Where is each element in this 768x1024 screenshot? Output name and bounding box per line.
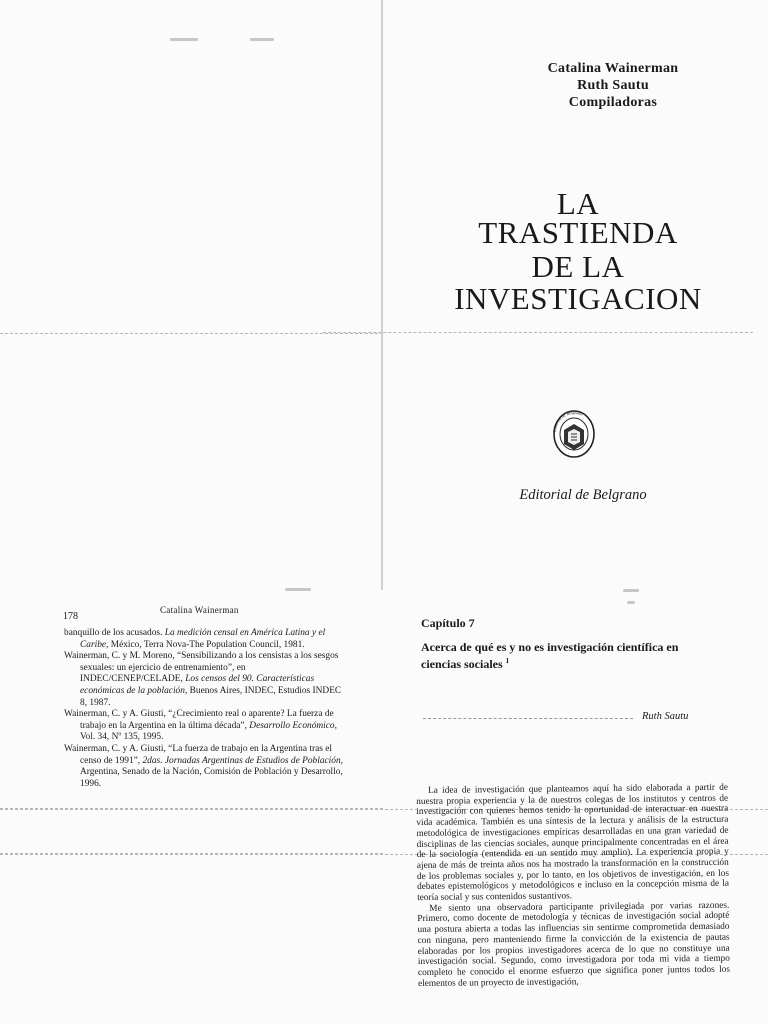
paragraph: Me siento una observadora participante privilegiada por varias razones. Primero, como docente de metodología y técnicas de investigación social adopté una postura abierta a todas las influencias sin sentirme comprometida demasiado con ninguna, pero manteniendo firme la convicción de la existencia de pautas elaboradas por los propios investigadores acerca de lo que no constituye una investigación social. Segundo, como investigadora por toda mi vida a tiempo completo he conocido el enorme esfuerzo que significa poner juntos todos los elementos de un proyecto de investigación, (417, 900, 730, 989)
reference-list (64, 628, 350, 790)
paragraph: La idea de investigación que planteamos aquí ha sido elaborada a partir de nuestra propia experiencia y la de nuestros colegas de los institutos y centros de investigación con quienes hemos tenido la oportunidad de interactuar en nuestra vida académica. También es una síntesis de la lectura y análisis de la estructura metodológica de investigaciones empíricas desarrolladas en una gran variedad de disciplinas de las ciencias sociales, aunque principalmente concentradas en el área de la sociología (entendida en un sentido muy amplio). La experiencia propia y ajena de más de treinta años nos ha mostrado la transformación en la construcción de los problemas sociales y, por lo tanto, en los objetivos de investigación, en los debates epistemológicos y metodológicos e incluso en la concepción misma de la teoría social y sus contenidos sustantivos. (416, 782, 730, 904)
compilers-label: Compiladoras (568, 95, 658, 110)
page-fold (381, 0, 383, 590)
book-title-line: LA (556, 186, 600, 221)
reference-entry: banquillo de los acusados. La medición censal en América Latina y el Caribe, México, Terra Nova-The Population Council, 1981. (64, 628, 326, 650)
author-name: Ruth Sautu (577, 78, 649, 93)
book-title-line: TRASTIENDA (478, 215, 678, 250)
publisher-name: Editorial de Belgrano (519, 487, 647, 503)
scan-smudge (623, 589, 639, 592)
footnote-mark: 1 (505, 657, 510, 665)
page-number: 178 (63, 611, 78, 622)
svg-text:Editorial de Belgrano: Editorial de Belgrano (551, 409, 584, 433)
scan-smudge (170, 38, 198, 41)
chapter-body (416, 783, 730, 990)
scan-smudge (250, 38, 274, 41)
title-page (383, 0, 768, 590)
reference-entry: Wainerman, C. y A. Giusti, “La fuerza de trabajo en la Argentina tras el censo de 1991”, 2das. Jornadas Argentinas de Estudios de Población, Argentina, Senado de la Nación, Comisión de Población y Desarrollo, 1996. (64, 743, 343, 789)
scan-smudge (285, 588, 311, 591)
chapter-author: Ruth Sautu (642, 711, 689, 722)
references-page (0, 590, 383, 1024)
scan-line (323, 332, 753, 334)
chapter-title: Acerca de qué es y no es investigación científica en ciencias sociales $^1$ (421, 640, 679, 671)
reference-entry: Wainerman, C. y A. Giusti, “¿Crecimiento real o aparente? La fuerza de trabajo en la Argentina en la última década”, Desarrollo Económico, Vol. 34, Nº 135, 1995. (64, 709, 337, 743)
book-title-line: INVESTIGACION (454, 281, 702, 316)
blank-page (0, 0, 383, 590)
reference-entry: Wainerman, C. y M. Moreno, “Sensibilizando a los censistas a los sesgos sexuales: un ejercicio de entrenamiento”, en INDEC/CENEP/CELADE, Los censos del 90. Características económicas de la población, Buenos Aires, INDEC, Estudios INDEC 8, 1987. (64, 651, 342, 708)
publisher-seal-icon (550, 406, 598, 466)
chapter-page (383, 590, 768, 1024)
scan-line (423, 718, 633, 720)
scan-smudge (627, 601, 635, 604)
chapter-number: Capítulo 7 (421, 616, 475, 630)
book-title-line: DE LA (531, 249, 625, 284)
running-head: Catalina Wainerman (160, 605, 239, 615)
author-name: Catalina Wainerman (547, 61, 679, 76)
